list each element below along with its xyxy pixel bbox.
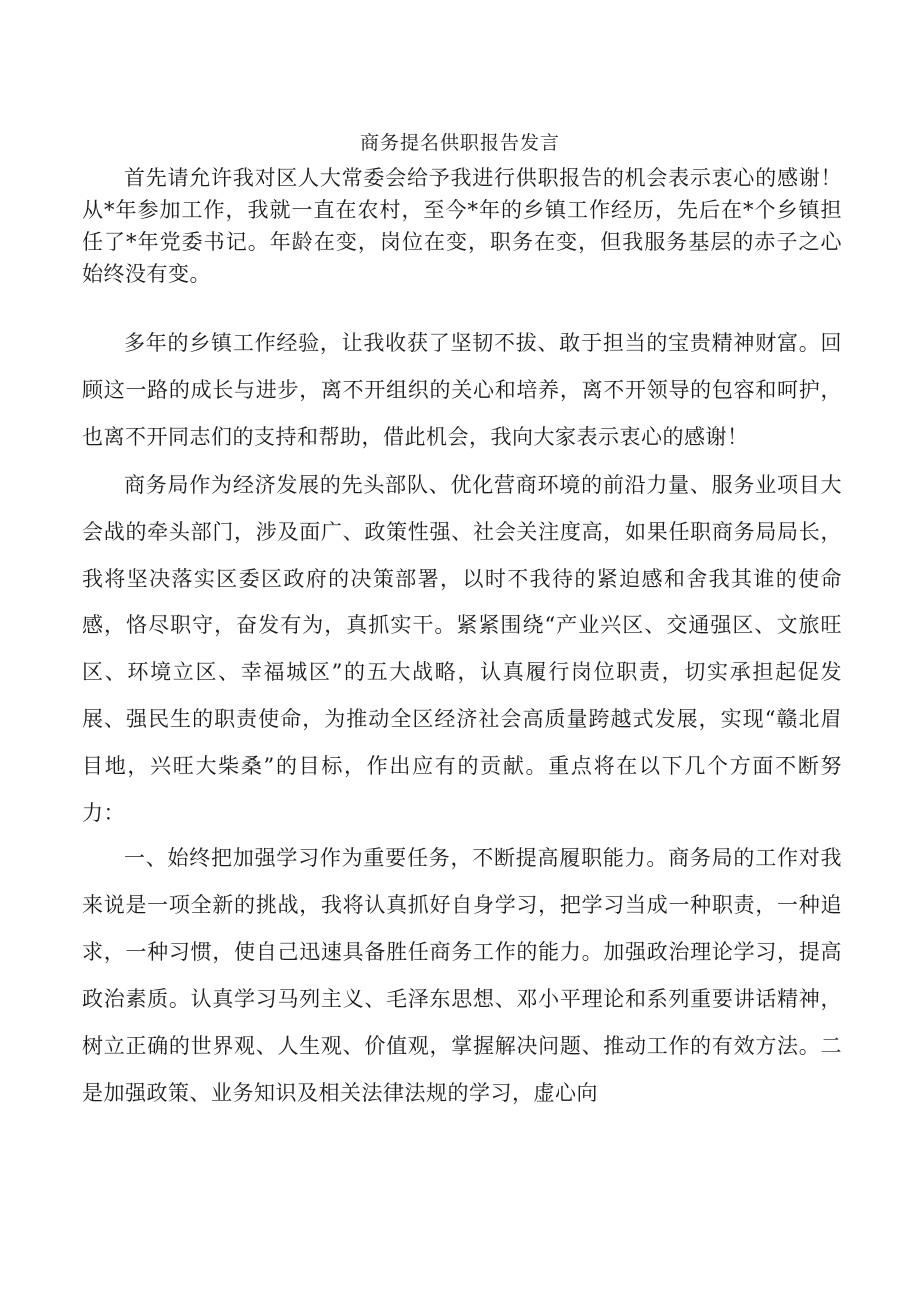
paragraph-commerce-bureau: 商务局作为经济发展的先头部队、优化营商环境的前沿力量、服务业项目大会战的牵头部门，涉及面广、政策性强、社会关注度高，如果任职商务局局长，我将坚决落实区委区政府的决策部署，以时不我待的紧迫感和舍我其谁的使命感，恪尽职守，奋发有为，真抓实干。紧紧围绕“产业兴区、交通强区、文旅旺区、环境立区、幸福城区”的五大战略，认真履行岗位职责，切实承担起促发展、强民生的职责使命，为推动全区经济社会高质量跨越式发展，实现“赣北眉目地，兴旺大柴桑”的目标，作出应有的贡献。重点将在以下几个方面不断努力： bbox=[82, 473, 842, 825]
paragraph-intro: 首先请允许我对区人大常委会给予我进行供职报告的机会表示衷心的感谢！从*年参加工作，我就一直在农村，至今*年的乡镇工作经历，先后在*个乡镇担任了*年党委书记。年龄在变，岗位在变，职务在变，但我服务基层的赤子之心始终没有变。 bbox=[82, 166, 842, 286]
paragraph-study: 一、始终把加强学习作为重要任务，不断提高履职能力。商务局的工作对我来说是一项全新的挑战，我将认真抓好自身学习，把学习当成一种职责，一种追求，一种习惯，使自己迅速具备胜任商务工作的能力。加强政治理论学习，提高政治素质。认真学习马列主义、毛泽东思想、邓小平理论和系列重要讲话精神，树立正确的世界观、人生观、价值观，掌握解决问题、推动工作的有效方法。二是加强政策、业务知识及相关法律法规的学习，虚心向 bbox=[82, 846, 842, 1105]
paragraph-gratitude: 多年的乡镇工作经验，让我收获了坚韧不拔、敢于担当的宝贵精神财富。回顾这一路的成长与进步，离不开组织的关心和培养，离不开领导的包容和呵护，也离不开同志们的支持和帮助，借此机会，我向大家表示衷心的感谢！ bbox=[82, 331, 842, 449]
document-title: 商务提名供职报告发言 bbox=[359, 132, 560, 154]
